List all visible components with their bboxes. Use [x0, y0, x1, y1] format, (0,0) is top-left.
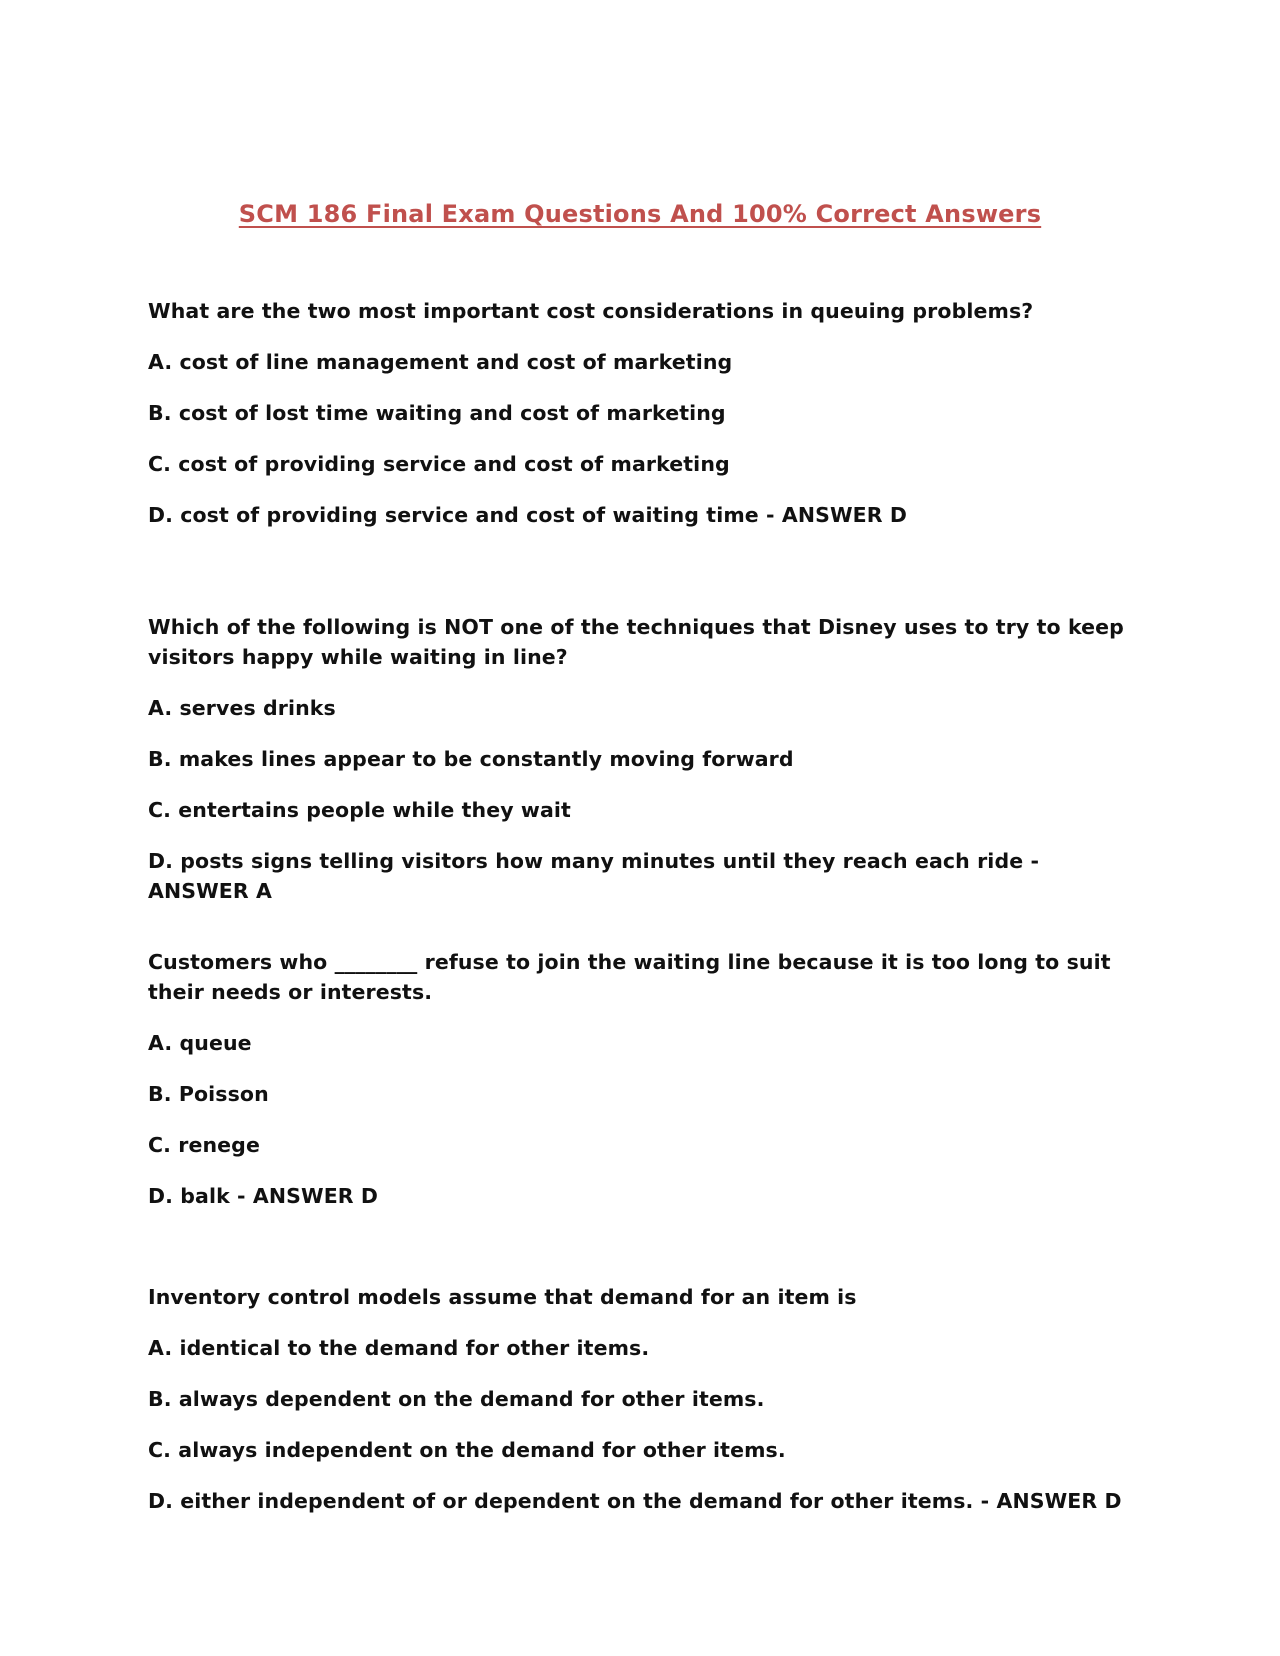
question-block-4: [148, 1282, 1128, 1516]
answer-option-d: D. cost of providing service and cost of waiting time - ANSWER D: [148, 503, 908, 527]
answer-option-a: A. cost of line management and cost of marketing: [148, 350, 733, 374]
question-block-3: [148, 947, 1128, 1211]
answer-option-b: B. cost of lost time waiting and cost of marketing: [148, 401, 726, 425]
question-block-2: [148, 612, 1128, 906]
answer-option-a: A. identical to the demand for other items.: [148, 1336, 650, 1360]
answer-option-b: B. always dependent on the demand for other items.: [148, 1387, 765, 1411]
document-title: SCM 186 Final Exam Questions And 100% Correct Answers: [238, 200, 1042, 228]
question-text: Inventory control models assume that demand for an item is: [148, 1285, 857, 1309]
answer-option-d: D. balk - ANSWER D: [148, 1184, 379, 1208]
answer-option-d: D. posts signs telling visitors how many minutes until they reach each ride - ANSWER A: [148, 849, 1040, 903]
question-text: Customers who ________ refuse to join the waiting line because it is too long to suit their needs or interests.: [148, 950, 1111, 1004]
answer-option-a: A. serves drinks: [148, 696, 336, 720]
answer-option-d: D. either independent of or dependent on the demand for other items. - ANSWER D: [148, 1489, 1122, 1513]
question-text: Which of the following is NOT one of the techniques that Disney uses to try to keep visitors happy while waiting in line?: [148, 615, 1124, 669]
question-block-1: [148, 296, 1128, 530]
answer-option-b: B. makes lines appear to be constantly moving forward: [148, 747, 794, 771]
answer-option-c: C. renege: [148, 1133, 260, 1157]
answer-option-c: C. cost of providing service and cost of marketing: [148, 452, 730, 476]
answer-option-c: C. entertains people while they wait: [148, 798, 571, 822]
answer-option-a: A. queue: [148, 1031, 252, 1055]
question-text: What are the two most important cost considerations in queuing problems?: [148, 299, 1034, 323]
answer-option-c: C. always independent on the demand for other items.: [148, 1438, 786, 1462]
answer-option-b: B. Poisson: [148, 1082, 269, 1106]
